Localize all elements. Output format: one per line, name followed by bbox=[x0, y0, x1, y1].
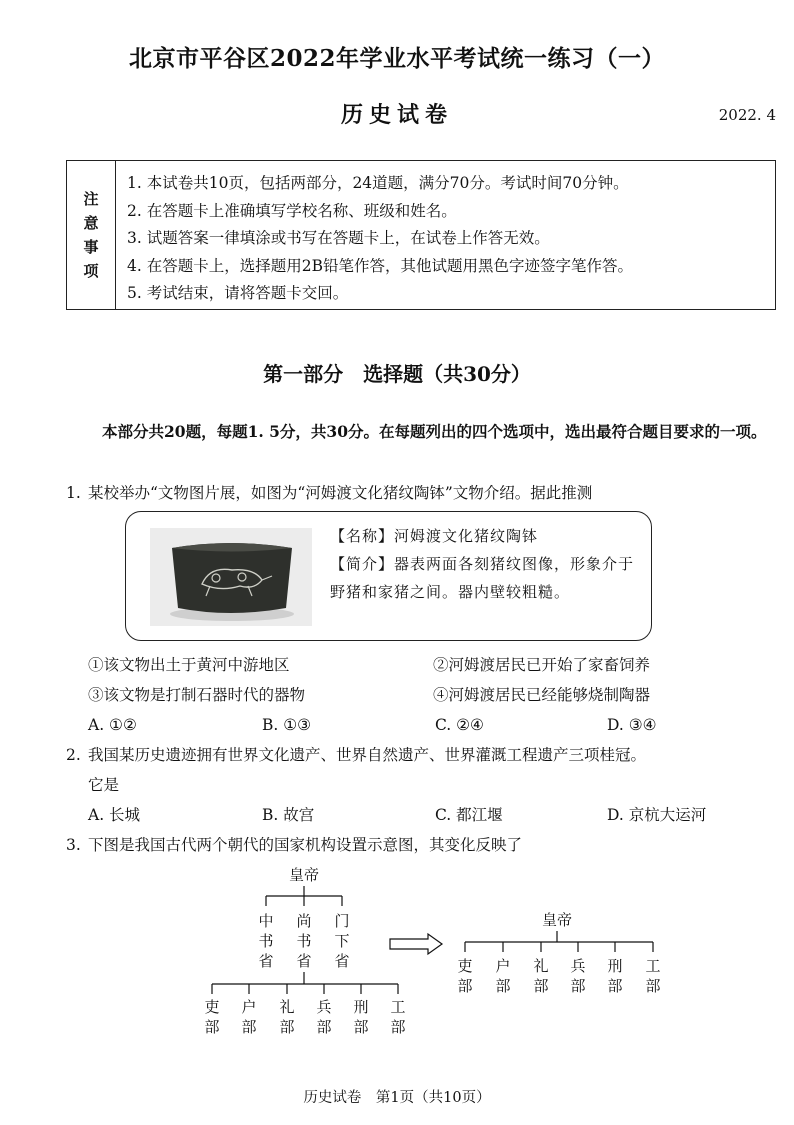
q1-option-b[interactable]: B. ①③ bbox=[262, 716, 312, 734]
org-char: 省 bbox=[296, 952, 312, 970]
ministry-char: 吏 bbox=[457, 957, 473, 975]
artifact-photo bbox=[150, 528, 312, 626]
part1-instructions: 本部分共20题，每题1. 5分，共30分。在每题列出的四个选项中，选出最符合题目要求的一项。 bbox=[102, 422, 767, 441]
ministry-char: 部 bbox=[204, 1018, 220, 1036]
q2-option-b[interactable]: B. 故宫 bbox=[262, 806, 315, 824]
ministry-char: 部 bbox=[457, 977, 473, 995]
part1-title: 第一部分 选择题（共30分） bbox=[263, 362, 531, 386]
q3-number: 3. bbox=[66, 836, 81, 854]
notice-item: 1. 本试卷共10页，包括两部分，24道题，满分70分。考试时间70分钟。 bbox=[127, 174, 629, 192]
notice-item: 3. 试题答案一律填涂或书写在答题卡上，在试卷上作答无效。 bbox=[127, 229, 550, 247]
q1-statement: ①该文物出土于黄河中游地区 bbox=[88, 656, 290, 674]
page-footer: 历史试卷 第1页（共10页） bbox=[303, 1090, 491, 1106]
org-char: 书 bbox=[296, 932, 312, 950]
q1-statement: ④河姆渡居民已经能够烧制陶器 bbox=[433, 686, 651, 704]
emperor-label-left: 皇帝 bbox=[288, 866, 320, 884]
ministry-char: 刑 bbox=[353, 998, 369, 1016]
exam-date: 2022. 4 bbox=[718, 106, 776, 124]
notice-label-char: 意 bbox=[83, 214, 99, 232]
notice-label bbox=[67, 161, 116, 309]
q1-option-d[interactable]: D. ③④ bbox=[607, 716, 657, 734]
ministry-char: 部 bbox=[279, 1018, 295, 1036]
q3-text: 下图是我国古代两个朝代的国家机构设置示意图，其变化反映了 bbox=[88, 836, 523, 854]
notice-box bbox=[66, 160, 776, 310]
ministry-char: 部 bbox=[241, 1018, 257, 1036]
ministry-char: 部 bbox=[607, 977, 623, 995]
government-structure-diagram bbox=[0, 860, 794, 1045]
org-char: 下 bbox=[334, 932, 350, 950]
q2-stem bbox=[66, 740, 646, 770]
ministry-char: 部 bbox=[495, 977, 511, 995]
right-ministries bbox=[457, 957, 660, 995]
ministry-char: 部 bbox=[645, 977, 661, 995]
org-char: 省 bbox=[334, 952, 350, 970]
ministry-char: 部 bbox=[316, 1018, 332, 1036]
org-char: 省 bbox=[258, 952, 274, 970]
notice-label-char: 项 bbox=[83, 262, 99, 280]
ministry-char: 礼 bbox=[279, 998, 295, 1016]
ministry-char: 礼 bbox=[533, 957, 549, 975]
q1-text: 某校举办“文物图片展，如图为“河姆渡文化猪纹陶钵”文物介绍。据此推测 bbox=[88, 484, 593, 502]
exam-subtitle: 历史试卷 bbox=[340, 102, 453, 128]
ministry-char: 吏 bbox=[204, 998, 220, 1016]
q2-option-a[interactable]: A. 长城 bbox=[88, 806, 141, 824]
shangshu-sheng bbox=[296, 912, 311, 970]
pottery-bowl-image bbox=[150, 528, 312, 626]
menxia-sheng bbox=[334, 912, 349, 970]
q1-number: 1. bbox=[66, 484, 81, 502]
q2-option-d[interactable]: D. 京杭大运河 bbox=[607, 806, 707, 824]
notice-item: 4. 在答题卡上，选择题用2B铅笔作答，其他试题用黑色字迹签字笔作答。 bbox=[127, 256, 633, 275]
ministry-char: 工 bbox=[390, 998, 406, 1016]
ministry-char: 部 bbox=[390, 1018, 406, 1036]
q1-option-c[interactable]: C. ②④ bbox=[435, 716, 484, 734]
q2-option-c[interactable]: C. 都江堰 bbox=[435, 806, 503, 824]
transition-arrow bbox=[390, 934, 442, 954]
notice-items bbox=[127, 170, 633, 308]
ministry-char: 工 bbox=[645, 957, 661, 975]
emperor-label-right: 皇帝 bbox=[541, 911, 573, 929]
notice-item: 5. 考试结束，请将答题卡交回。 bbox=[127, 284, 349, 302]
notice-item: 2. 在答题卡上准确填写学校名称、班级和姓名。 bbox=[127, 201, 457, 220]
ministry-char: 部 bbox=[353, 1018, 369, 1036]
ministry-char: 户 bbox=[241, 998, 257, 1016]
artifact-description bbox=[330, 522, 635, 606]
artifact-info-box bbox=[125, 511, 652, 641]
ministry-char: 兵 bbox=[570, 957, 586, 975]
org-char: 书 bbox=[258, 932, 274, 950]
notice-label-char: 事 bbox=[83, 238, 99, 256]
left-ministries bbox=[204, 998, 405, 1036]
q1-option-a[interactable]: A. ①② bbox=[88, 716, 137, 734]
ministry-char: 兵 bbox=[316, 998, 332, 1016]
q2-stem-continued: 它是 bbox=[88, 776, 120, 794]
q1-statement: ③该文物是打制石器时代的器物 bbox=[88, 686, 306, 704]
q1-stem bbox=[66, 478, 592, 508]
zhongshu-sheng bbox=[258, 912, 273, 970]
org-char: 中 bbox=[258, 912, 274, 930]
exam-title: 北京市平谷区2022年学业水平考试统一练习（一） bbox=[128, 45, 665, 72]
q1-statement: ②河姆渡居民已开始了家畜饲养 bbox=[433, 656, 651, 674]
artifact-name: 【名称】河姆渡文化猪纹陶钵 bbox=[330, 527, 539, 545]
notice-label-char: 注 bbox=[83, 190, 99, 208]
q2-number: 2. bbox=[66, 746, 81, 764]
artifact-intro: 【简介】器表两面各刻猪纹图像，形象介于野猪和家猪之间。器内壁较粗糙。 bbox=[330, 555, 635, 601]
org-char: 门 bbox=[334, 912, 350, 930]
ministry-char: 部 bbox=[533, 977, 549, 995]
q3-stem bbox=[66, 830, 522, 860]
ministry-char: 户 bbox=[495, 957, 511, 975]
org-char: 尚 bbox=[296, 912, 312, 930]
q2-text: 我国某历史遗迹拥有世界文化遗产、世界自然遗产、世界灌溉工程遗产三项桂冠。 bbox=[88, 746, 647, 764]
ministry-char: 部 bbox=[570, 977, 586, 995]
ministry-char: 刑 bbox=[607, 957, 623, 975]
